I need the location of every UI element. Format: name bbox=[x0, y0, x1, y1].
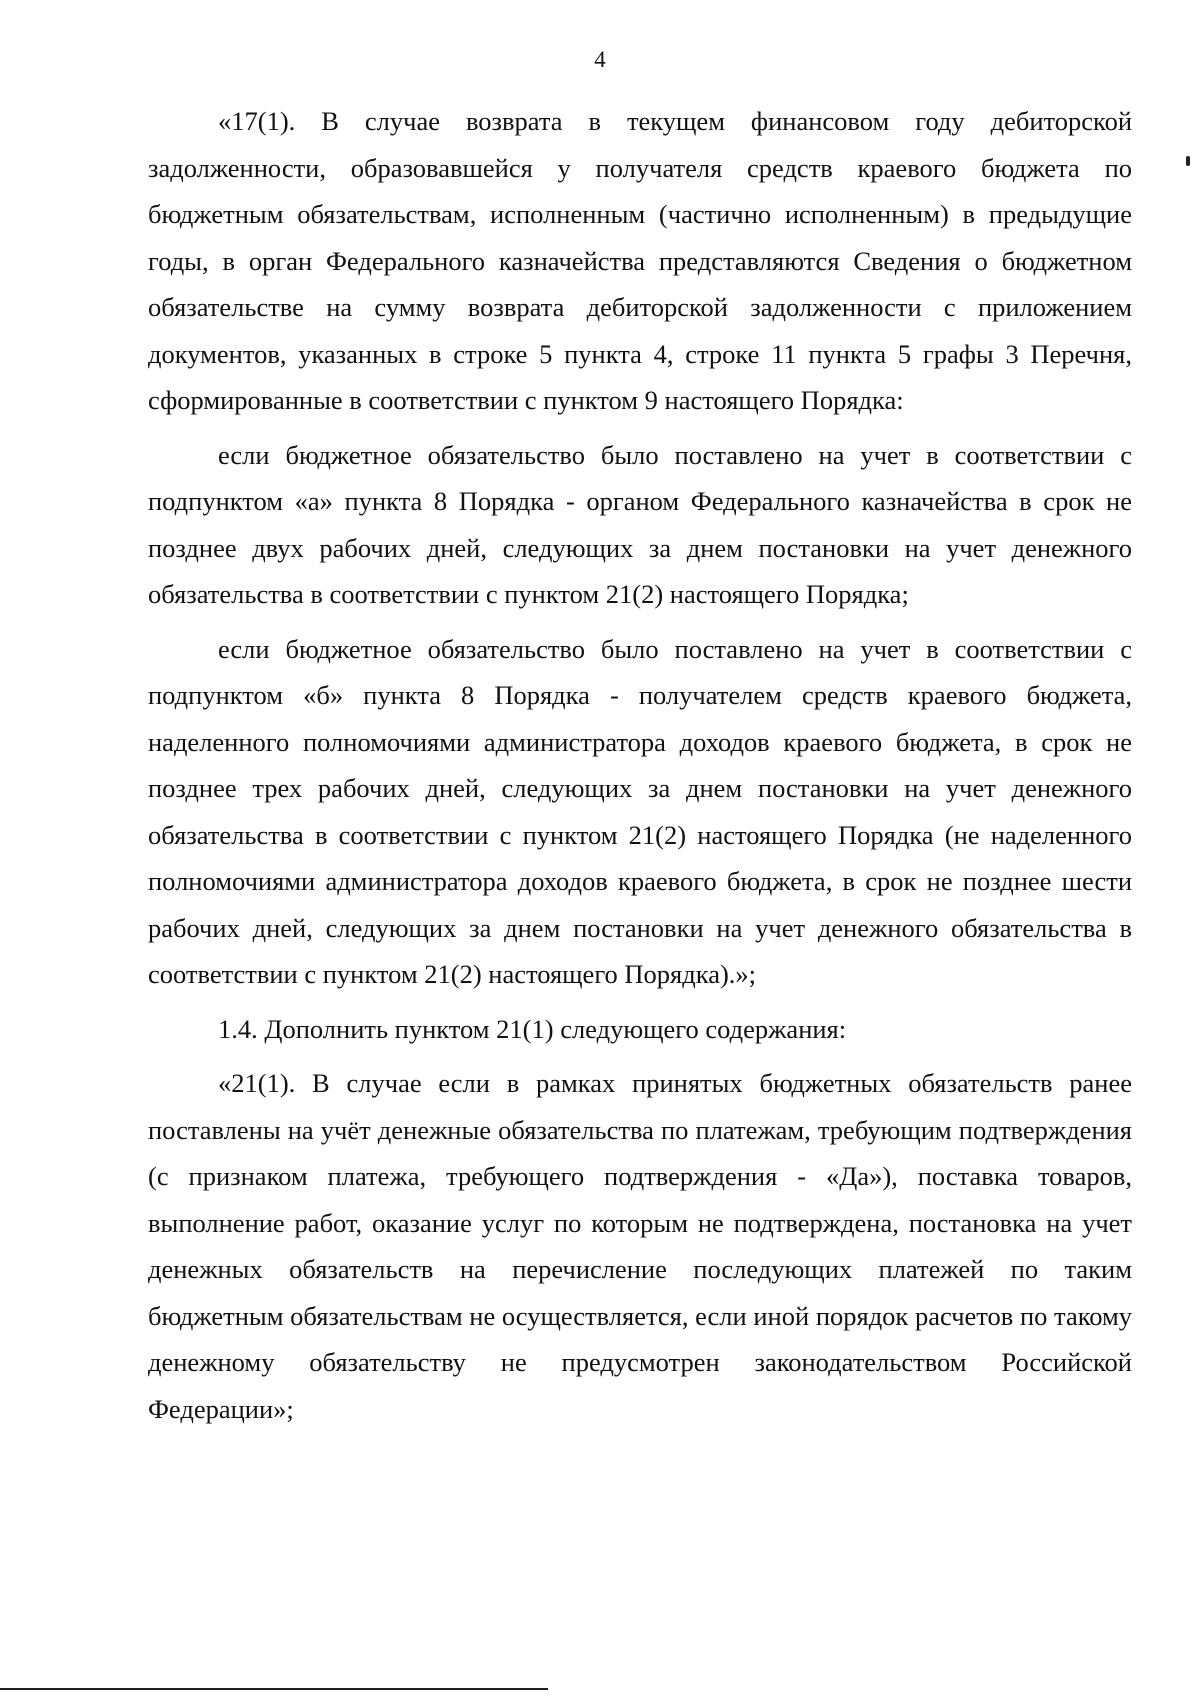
paragraph-17-1: «17(1). В случае возврата в текущем финансовом году дебиторской задолженности, образовавшейся у получателя средств краевого бюджета по бюджетным обязательствам, исполненным (частично исполненным) в предыдущие годы, в орган Федерального казначейства представляются Сведения о бюджетном обязательстве на сумму возврата дебиторской задолженности с приложением документов, указанных в строке 5 пункта 4, строке 11 пункта 5 графы 3 Перечня, сформированные в соответствии с пунктом 9 настоящего Порядка: bbox=[148, 106, 1132, 415]
scan-artifact-mark bbox=[1186, 156, 1190, 166]
bottom-rule-divider bbox=[0, 1688, 548, 1690]
paragraph-amendment-1-4: 1.4. Дополнить пунктом 21(1) следующего содержания: bbox=[218, 1013, 847, 1044]
page-number: 4 bbox=[594, 47, 606, 72]
paragraph-subpoint-a: если бюджетное обязательство было поставлено на учет в соответствии с подпунктом «а» пункта 8 Порядка - органом Федерального казначейства в срок не позднее двух рабочих дней, следующих за днем постановки на учет денежного обязательства в соответствии с пунктом 21(2) настоящего Порядка; bbox=[148, 439, 1132, 609]
paragraph-21-1: «21(1). В случае если в рамках принятых бюджетных обязательств ранее поставлены на учёт денежные обязательства по платежам, требующим подтверждения (с признаком платежа, требующего подтверждения - «Да»), поставка товаров, выполнение работ, оказание услуг по которым не подтверждена, постановка на учет денежных обязательств на перечисление последующих платежей по таким бюджетным обязательствам не осуществляется, если иной порядок расчетов по такому денежному обязательству не предусмотрен законодательством Российской Федерации»; bbox=[148, 1068, 1132, 1424]
document-body bbox=[148, 98, 1132, 1432]
paragraph-subpoint-b: если бюджетное обязательство было поставлено на учет в соответствии с подпунктом «б» пункта 8 Порядка - получателем средств краевого бюджета, наделенного полномочиями администратора доходов краевого бюджета, в срок не позднее трех рабочих дней, следующих за днем постановки на учет денежного обязательства в соответствии с пунктом 21(2) настоящего Порядка (не наделенного полномочиями администратора доходов краевого бюджета, в срок не позднее шести рабочих дней, следующих за днем постановки на учет денежного обязательства в соответствии с пунктом 21(2) настоящего Порядка).»; bbox=[148, 633, 1132, 989]
